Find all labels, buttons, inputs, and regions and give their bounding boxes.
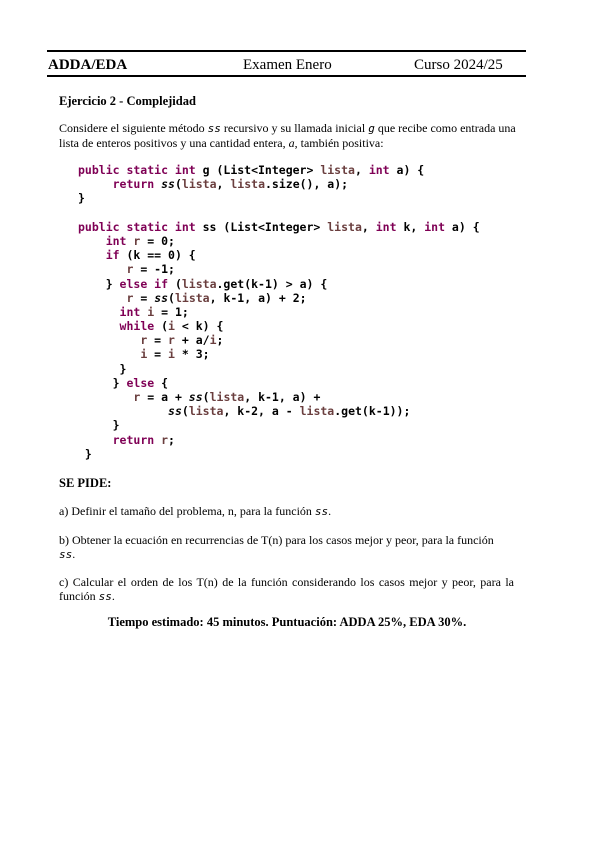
code-line xyxy=(78,362,480,376)
code-token: r xyxy=(161,432,169,447)
code-token: a) { xyxy=(451,219,480,234)
code-token: , k-1, a) + xyxy=(244,390,321,404)
code-token: (k == 0) { xyxy=(126,248,196,263)
code-token: = xyxy=(133,290,155,305)
task-c-fn: ss xyxy=(98,590,112,603)
code-token: lista xyxy=(181,276,217,291)
task-b-end: . xyxy=(72,547,76,561)
intro-method-ss: ss xyxy=(207,122,221,135)
code-token: ss xyxy=(168,404,182,419)
header-bottom-rule xyxy=(47,75,526,77)
code-token: } xyxy=(78,375,127,390)
code-token xyxy=(78,347,140,361)
code-token xyxy=(78,262,126,276)
exercise-title: Ejercicio 2 - Complejidad xyxy=(59,94,196,108)
code-token xyxy=(78,390,133,404)
code-line xyxy=(78,376,480,390)
code-token: r xyxy=(140,333,148,348)
code-token: lista xyxy=(327,219,362,234)
code-token xyxy=(78,433,113,447)
code-line xyxy=(78,390,480,404)
task-b-text: b) Obtener la ecuación en recurrencias de T(n) para los casos mejor y peor, para la función xyxy=(59,533,494,547)
code-line xyxy=(78,433,480,447)
code-token: if xyxy=(105,248,127,263)
code-token: = xyxy=(147,347,169,362)
code-token: ss xyxy=(188,390,203,404)
code-line xyxy=(78,447,480,461)
code-token xyxy=(78,319,120,333)
code-token: lista xyxy=(174,290,210,305)
code-line xyxy=(78,248,480,262)
code-token: public static int xyxy=(78,163,203,177)
code-line xyxy=(78,177,480,191)
code-token: .get(k-1) > a) { xyxy=(216,276,328,291)
task-a xyxy=(59,504,331,519)
code-token: = -1; xyxy=(133,262,175,277)
header-year: Curso 2024/25 xyxy=(414,57,503,73)
code-token: .get(k-1)); xyxy=(334,404,411,419)
code-token: } xyxy=(78,418,120,433)
code-token: else if xyxy=(119,276,175,291)
code-token: return xyxy=(112,432,162,447)
code-token: * 3; xyxy=(174,347,210,362)
intro-part-4: , también positiva: xyxy=(294,136,384,150)
code-token: r xyxy=(168,333,175,348)
intro-part-3: que recibe como entrada una lista de enteros positivos y una cantidad entera, xyxy=(59,121,516,150)
code-token: ( xyxy=(168,290,175,305)
code-token: lista xyxy=(299,404,335,419)
code-line xyxy=(78,234,480,248)
intro-param-a: a xyxy=(288,136,295,150)
task-c-end: . xyxy=(111,589,115,603)
code-token: , xyxy=(216,177,231,192)
code-token: ss (List<Integer> xyxy=(202,219,328,234)
code-line xyxy=(78,291,480,305)
code-token: r xyxy=(133,390,141,404)
code-token: int xyxy=(424,219,452,234)
code-token: , k-1, a) + 2; xyxy=(209,290,307,305)
code-token: return xyxy=(112,177,162,192)
code-token: ( xyxy=(174,177,182,192)
task-c-text: c) Calcular el orden de los T(n) de la función considerando los casos mejor y peor, para la función xyxy=(59,575,514,603)
code-token: r xyxy=(133,233,141,248)
header-top-rule xyxy=(47,50,526,52)
code-line xyxy=(78,191,480,205)
code-line xyxy=(78,163,480,177)
code-token: ( xyxy=(161,319,169,334)
code-token: while xyxy=(119,319,162,334)
code-token: } xyxy=(78,191,85,206)
code-token: int xyxy=(368,163,397,177)
header-course: ADDA/EDA xyxy=(48,57,128,73)
code-token xyxy=(78,234,106,248)
code-token: r xyxy=(126,262,134,277)
task-a-text: a) Definir el tamaño del problema, n, para la función xyxy=(59,504,315,518)
task-c xyxy=(59,575,514,604)
intro-method-g: g xyxy=(368,122,375,135)
code-token: } xyxy=(78,446,92,461)
code-token: ( xyxy=(181,404,189,419)
code-line xyxy=(78,333,480,347)
code-token: i xyxy=(168,319,175,334)
code-token: < k) { xyxy=(174,319,224,334)
tasks-heading: SE PIDE: xyxy=(59,476,112,490)
code-line xyxy=(78,206,480,220)
code-line xyxy=(78,220,480,234)
code-token: i xyxy=(168,347,175,362)
code-token: } xyxy=(78,361,127,376)
code-token: , xyxy=(361,219,376,234)
code-block xyxy=(78,163,480,461)
code-token: lista xyxy=(209,390,245,404)
code-line xyxy=(78,305,480,319)
code-token: ( xyxy=(174,276,182,291)
code-line xyxy=(78,404,480,418)
code-token: lista xyxy=(188,404,224,419)
code-token: ; xyxy=(168,432,175,447)
code-token: g (List<Integer> xyxy=(202,163,321,177)
code-token: ( xyxy=(202,390,210,404)
code-line xyxy=(78,319,480,333)
task-a-end: . xyxy=(328,504,332,518)
footer-estimate: Tiempo estimado: 45 minutos. Puntuación: ADDA 25%, EDA 30%. xyxy=(107,615,467,629)
code-token: = 0; xyxy=(140,233,175,248)
intro-part-2: recursivo y su llamada inicial xyxy=(220,121,369,135)
code-token: i xyxy=(140,347,148,362)
code-token xyxy=(78,333,140,347)
code-token: = xyxy=(147,333,169,348)
task-b-fn: ss xyxy=(59,548,73,561)
code-token: } xyxy=(78,276,120,291)
task-b xyxy=(59,533,504,562)
intro-part-1: Considere el siguiente método xyxy=(59,121,208,135)
header-exam: Examen Enero xyxy=(243,57,332,73)
code-token xyxy=(78,177,113,191)
code-token: r xyxy=(126,290,134,305)
task-a-fn: ss xyxy=(314,505,329,518)
code-token: int xyxy=(119,304,148,319)
code-token xyxy=(78,404,168,418)
code-token: .size(), a); xyxy=(265,177,349,192)
code-token: , xyxy=(354,163,369,177)
code-token: i xyxy=(147,304,155,319)
code-token: , k-2, a - xyxy=(223,404,300,419)
code-token: public static int xyxy=(78,219,203,234)
code-token: + a/ xyxy=(174,333,210,348)
code-token xyxy=(78,305,120,319)
code-token: i xyxy=(209,333,217,348)
code-token: { xyxy=(161,375,169,390)
code-token: = a + xyxy=(140,390,189,404)
code-token xyxy=(78,291,126,305)
code-line xyxy=(78,277,480,291)
code-line xyxy=(78,262,480,276)
code-token: ; xyxy=(216,333,224,348)
code-token: lista xyxy=(181,177,217,192)
code-token: k, xyxy=(403,219,425,234)
code-line xyxy=(78,347,480,361)
code-token: int xyxy=(105,233,134,248)
code-token: ss xyxy=(161,177,175,192)
code-token: ss xyxy=(154,290,169,305)
code-token: = 1; xyxy=(154,304,189,319)
code-token: a) { xyxy=(396,163,425,177)
code-token: int xyxy=(375,219,404,234)
code-line xyxy=(78,418,480,432)
code-token: lista xyxy=(320,163,355,177)
code-token: lista xyxy=(230,177,265,192)
code-token: else xyxy=(126,375,162,390)
exercise-intro xyxy=(59,121,519,150)
code-token xyxy=(78,248,106,262)
